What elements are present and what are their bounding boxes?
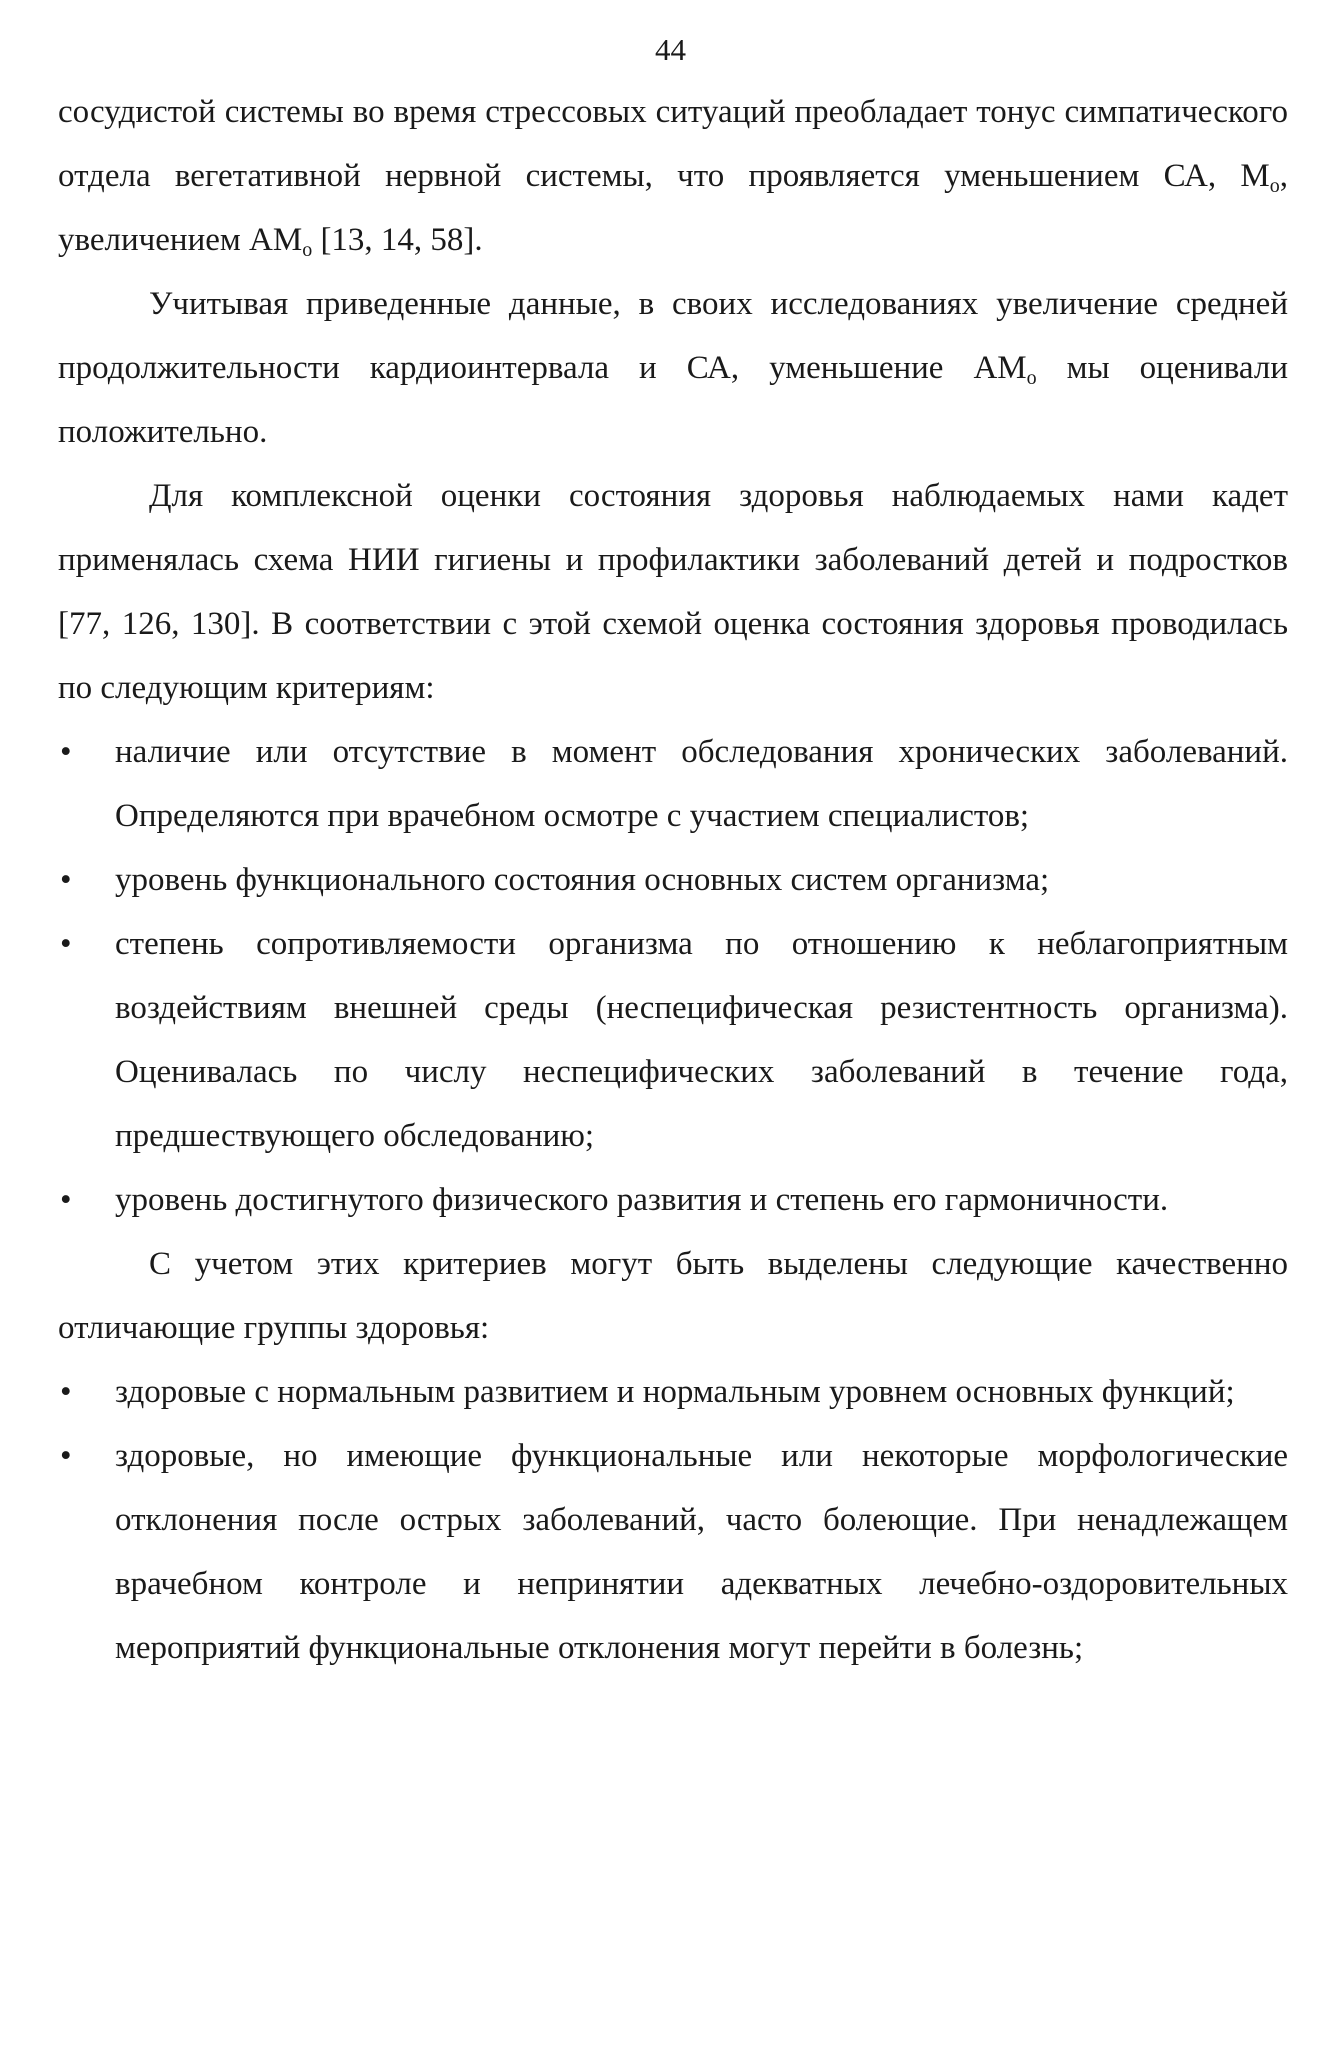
paragraph-text: мы оценивали положительно. [58, 350, 1288, 450]
list-item [58, 720, 1288, 848]
bullet: • [60, 1438, 72, 1474]
paragraph-health-assessment: Для комплексной оценки состояния здоровья наблюдаемых нами кадет применялась схема НИИ гигиены и профилактики заболеваний детей и подростков [77, 126, 130]. В соответствии с этой схемой оценка состояния здоровья проводилась по следующим критериям: [58, 478, 1288, 706]
list-item [58, 848, 1288, 912]
list-item [58, 1168, 1288, 1232]
list-item-text: уровень функционального состояния основных систем организма; [115, 862, 1050, 898]
subscript: о [1026, 367, 1037, 389]
bullet: • [60, 926, 72, 962]
list-item [58, 1424, 1288, 1680]
paragraph-continuation [58, 80, 1288, 272]
paragraph-health-groups: С учетом этих критериев могут быть выделены следующие качественно отличающие группы здоровья: [58, 1246, 1288, 1346]
page-number: 44 [655, 32, 686, 67]
subscript: о [1269, 175, 1280, 197]
paragraph-text: [13, 14, 58]. [312, 222, 483, 258]
page-body [58, 80, 1288, 1680]
list-item-text: здоровые, но имеющие функциональные или некоторые морфологические отклонения после острых заболеваний, часто болеющие. При ненадлежащем врачебном контроле и непринятии адекватных лечебно-оздоровительных мероприятий функциональные отклонения могут перейти в болезнь; [115, 1438, 1288, 1666]
list-item-text: степень сопротивляемости организма по отношению к неблагоприятным воздействиям внешней среды (неспецифическая резистентность организма). Оценивалась по числу неспецифических заболеваний в течение года, предшествующего обследованию; [115, 926, 1288, 1154]
subscript: о [302, 239, 313, 261]
list-item [58, 912, 1288, 1168]
list-item-text: уровень достигнутого физического развития и степень его гармоничности. [115, 1182, 1169, 1218]
paragraph-considering-data [58, 272, 1288, 464]
bullet: • [60, 1374, 72, 1410]
list-item-text: наличие или отсутствие в момент обследования хронических заболеваний. Определяются при врачебном осмотре с участием специалистов; [115, 734, 1288, 834]
paragraph-text: , увеличением АМ [58, 158, 1288, 258]
bullet: • [60, 862, 72, 898]
list-item-text: здоровые с нормальным развитием и нормальным уровнем основных функций; [115, 1374, 1235, 1410]
bullet: • [60, 734, 72, 770]
list-item [58, 1360, 1288, 1424]
bullet: • [60, 1182, 72, 1218]
health-groups-list [58, 1360, 1288, 1680]
paragraph-text: сосудистой системы во время стрессовых ситуаций преобладает тонус симпатического отдела вегетативной нервной системы, что проявляется уменьшением СА, М [58, 94, 1288, 194]
criteria-list [58, 720, 1288, 1232]
paragraph-text: Учитывая приведенные данные, в своих исследованиях увеличение средней продолжительности кардиоинтервала и СА, уменьшение АМ [58, 286, 1288, 386]
